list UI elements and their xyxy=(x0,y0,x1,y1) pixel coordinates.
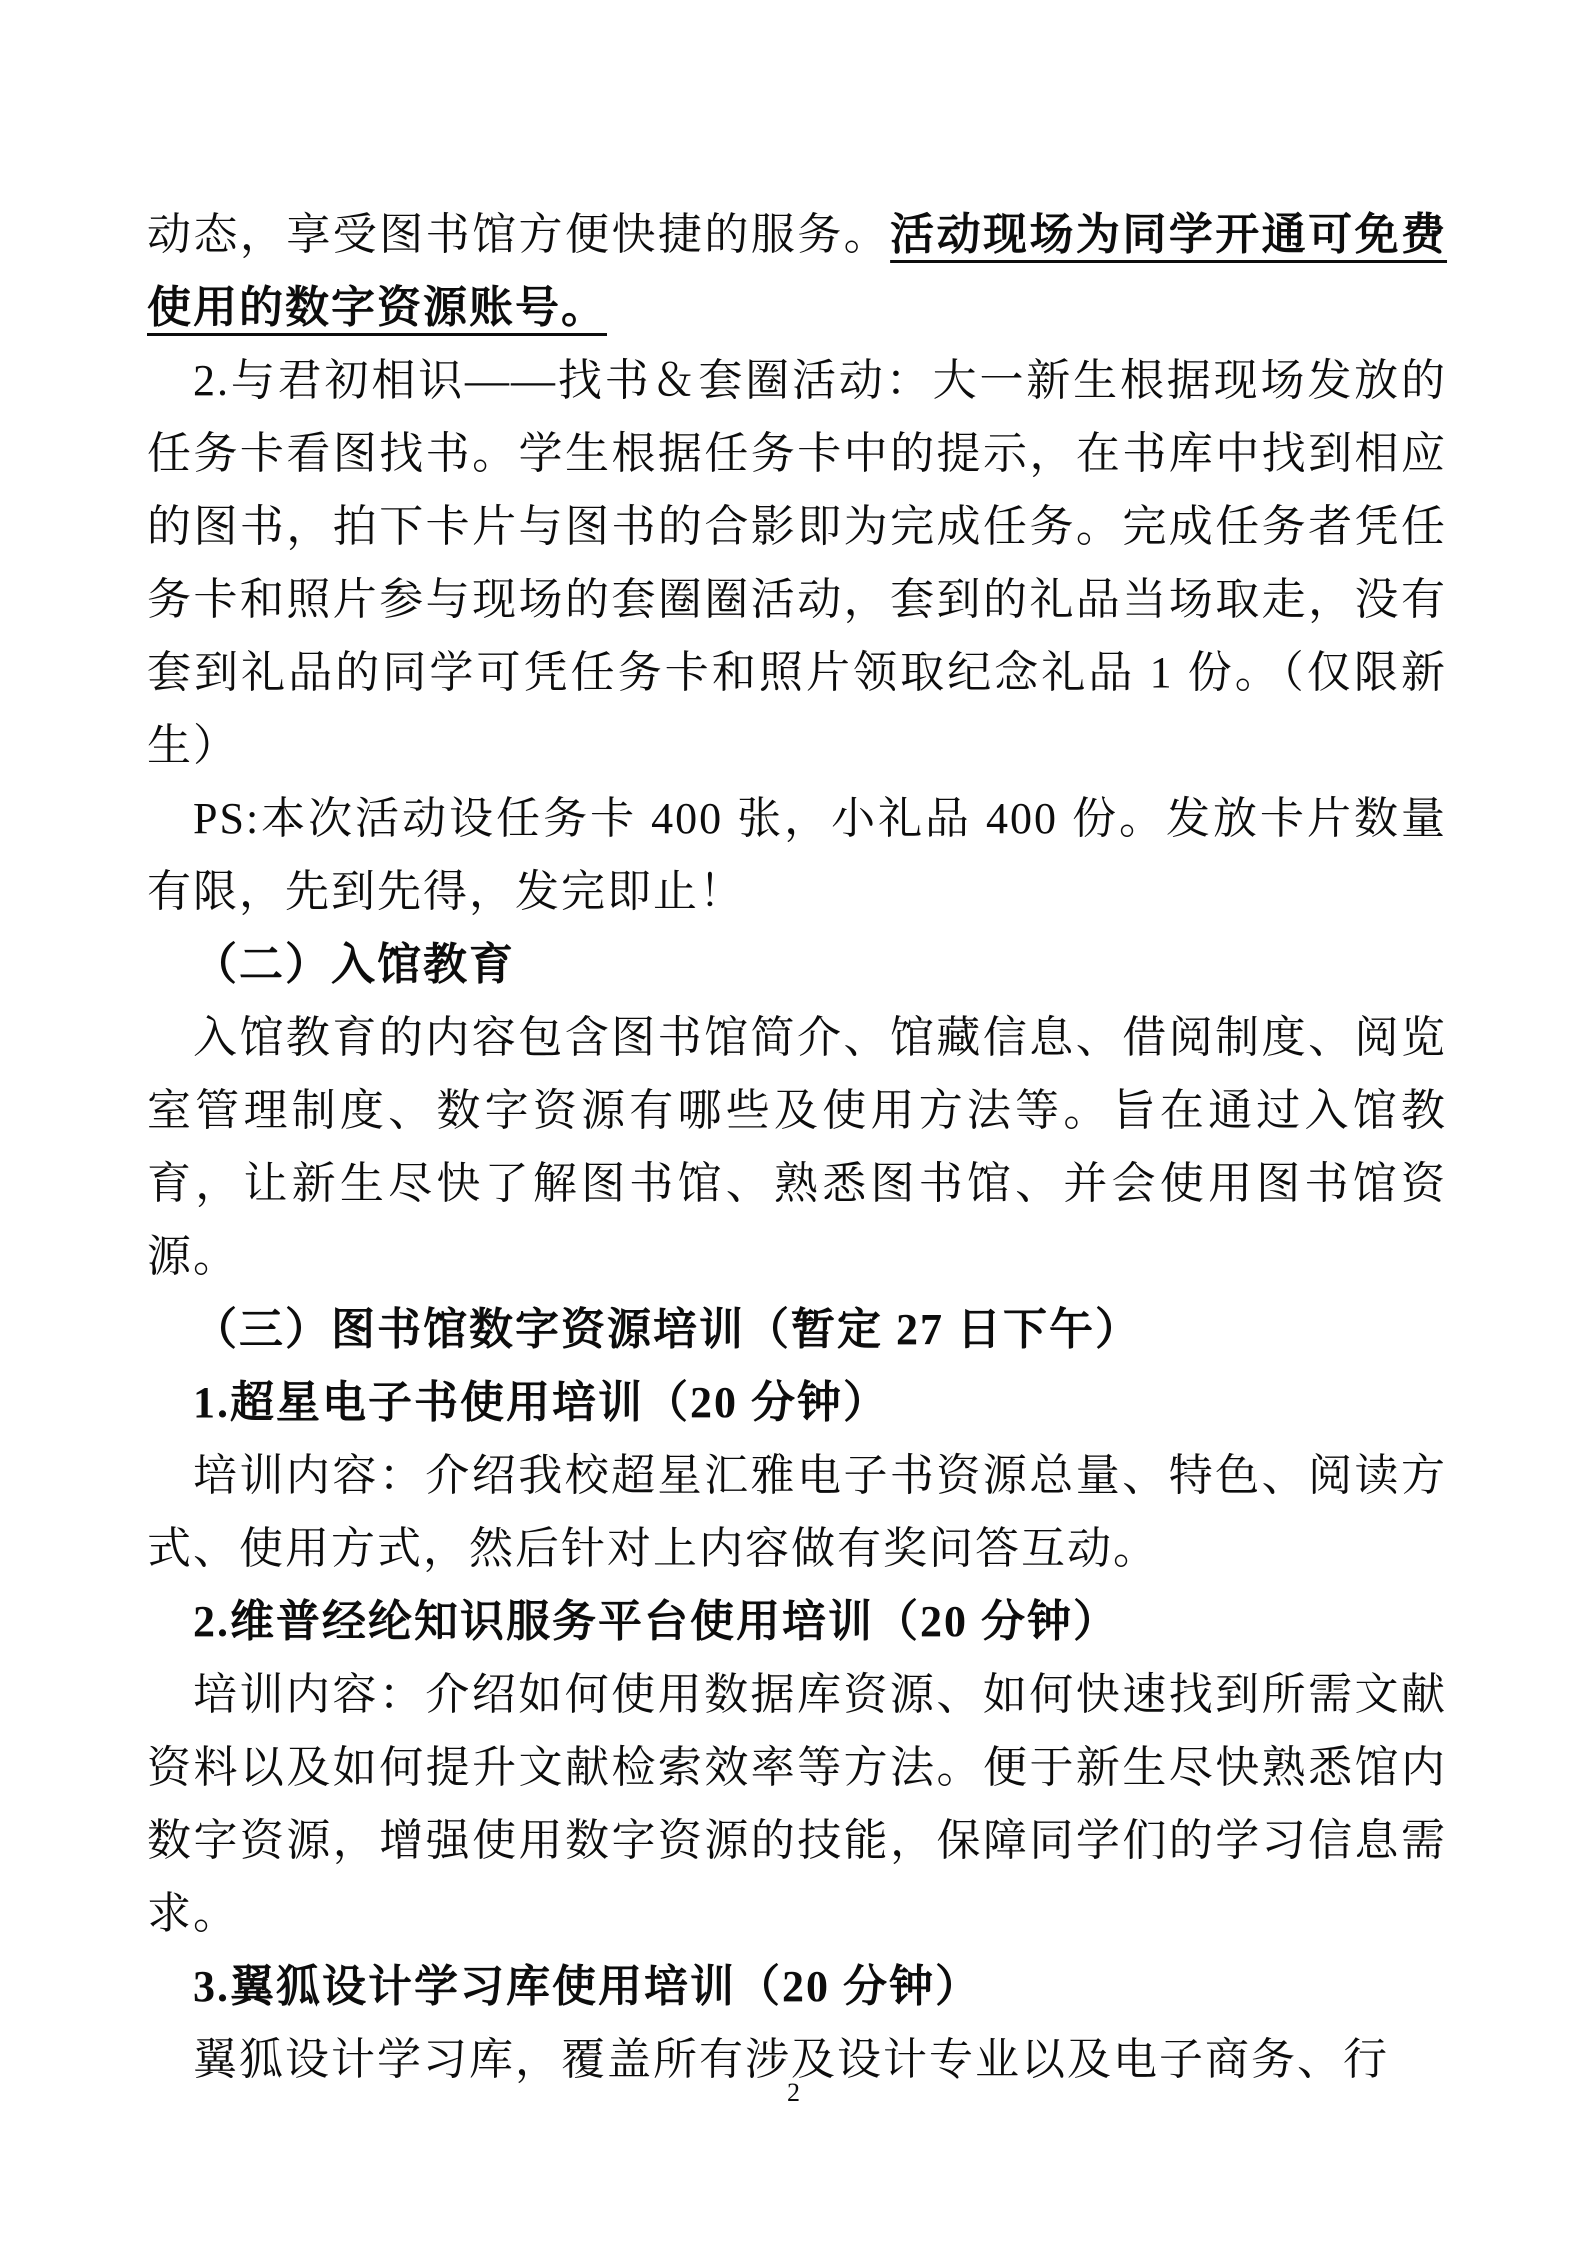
text-run: 培训内容：介绍我校超星汇雅电子书资源总量、特色、阅读方式、使用方式，然后针对上内容做有奖问答互动。 xyxy=(147,1451,1447,1573)
training-2-content xyxy=(147,1658,1447,1950)
ps-note xyxy=(147,782,1447,928)
training-1-content xyxy=(147,1439,1447,1585)
intro-continuation xyxy=(147,198,1447,344)
text-run: 活动现场为同学开通可免费使用的数字资源账号。 xyxy=(147,210,1448,332)
text-run: 入馆教育的内容包含图书馆简介、馆藏信息、借阅制度、阅览室管理制度、数字资源有哪些及使用方法等。旨在通过入馆教育，让新生尽快了解图书馆、熟悉图书馆、并会使用图书馆资源。 xyxy=(147,1013,1447,1281)
text-run: 翼狐设计学习库，覆盖所有涉及设计专业以及电子商务、行 xyxy=(193,2035,1389,2084)
text-run: 动态，享受图书馆方便快捷的服务。 xyxy=(147,210,891,259)
text-run: （二）入馆教育 xyxy=(193,940,515,989)
text-run: 2.维普经纶知识服务平台使用培训（20 分钟） xyxy=(193,1597,1119,1646)
document-body xyxy=(147,198,1447,2096)
text-run: 培训内容：介绍如何使用数据库资源、如何快速找到所需文献资料以及如何提升文献检索效率等方法。便于新生尽快熟悉馆内数字资源，增强使用数字资源的技能，保障同学们的学习信息需求。 xyxy=(147,1670,1447,1938)
text-run: （三）图书馆数字资源培训（暂定 27 日下午） xyxy=(193,1305,1141,1354)
text-run: 1.超星电子书使用培训（20 分钟） xyxy=(193,1378,889,1427)
training-2-heading xyxy=(147,1585,1447,1658)
training-3-heading xyxy=(147,1950,1447,2023)
page-number: 2 xyxy=(787,2078,800,2107)
section-3-heading xyxy=(147,1293,1447,1366)
text-run: PS:本次活动设任务卡 400 张，小礼品 400 份。发放卡片数量有限，先到先得，发完即止！ xyxy=(147,794,1447,916)
activity-2-find-book xyxy=(147,344,1447,782)
admission-education-intro xyxy=(147,1001,1447,1293)
text-run: 2.与君初相识——找书＆套圈活动：大一新生根据现场发放的任务卡看图找书。学生根据任务卡中的提示，在书库中找到相应的图书，拍下卡片与图书的合影即为完成任务。完成任务者凭任务卡和照片参与现场的套圈圈活动，套到的礼品当场取走，没有套到礼品的同学可凭任务卡和照片领取纪念礼品 1 份。（仅限新生） xyxy=(147,356,1447,770)
section-2-heading xyxy=(147,928,1447,1001)
text-run: 3.翼狐设计学习库使用培训（20 分钟） xyxy=(193,1962,981,2011)
training-1-heading xyxy=(147,1366,1447,1439)
